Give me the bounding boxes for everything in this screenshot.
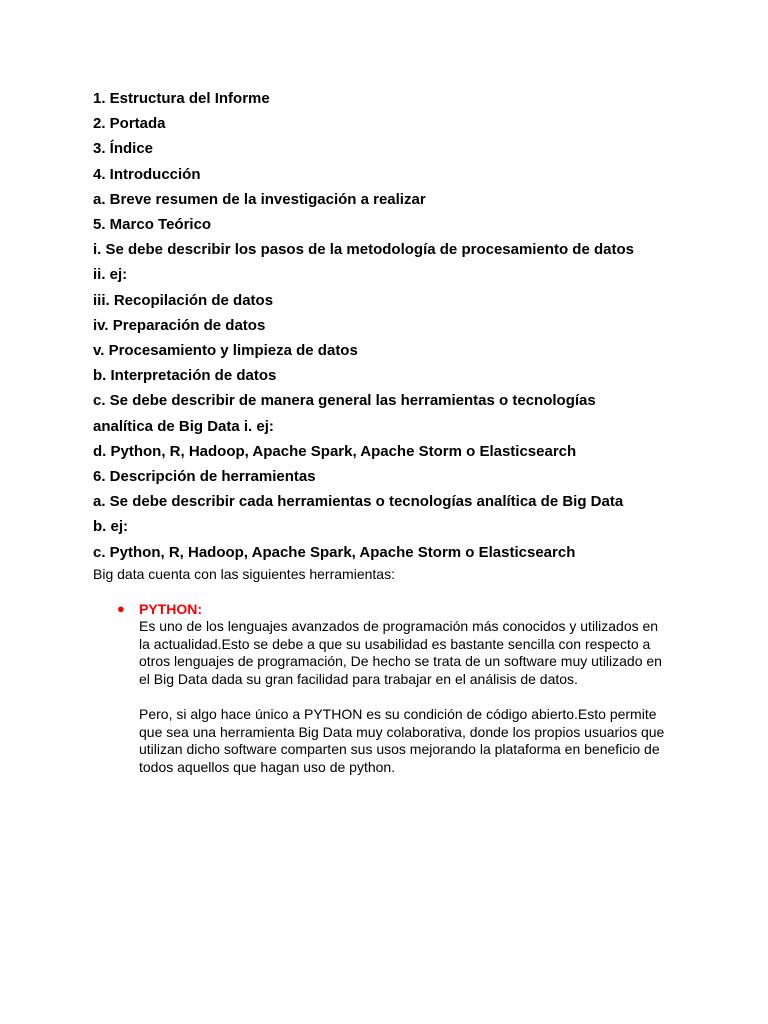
paragraph-line: todos aquellos que hagan uso de python. <box>139 758 396 775</box>
outline-item: 6. Descripción de herramientas <box>93 468 316 486</box>
outline-item: 1. Estructura del Informe <box>93 90 270 107</box>
outline-item: iv. Preparación de datos <box>93 316 266 334</box>
paragraph-line: Es uno de los lenguajes avanzados de programación más conocidos y utilizados en <box>139 618 659 634</box>
report-outline <box>93 86 693 565</box>
paragraph-line: Pero, si algo hace único a PYTHON es su condición de código abierto.Esto permite <box>139 705 657 722</box>
outline-item: b. ej: <box>93 518 129 536</box>
outline-item: c. Python, R, Hadoop, Apache Spark, Apache Storm o Elasticsearch <box>93 543 576 561</box>
tool-paragraph-1 <box>139 618 687 688</box>
outline-item: a. Breve resumen de la investigación a realizar <box>93 190 426 208</box>
tool-name: PYTHON: <box>139 601 202 617</box>
paragraph-line: el Big Data dada su gran facilidad para trabajar en el análisis de datos. <box>139 670 578 687</box>
outline-item: b. Interpretación de datos <box>93 367 277 385</box>
outline-item: iii. Recopilación de datos <box>93 291 274 309</box>
outline-item: ii. ej: <box>93 266 128 284</box>
outline-item: 3. Índice <box>93 140 154 158</box>
bullet-dot-icon: ● <box>117 601 125 616</box>
outline-item: c. Se debe describir de manera general las herramientas o tecnologías <box>93 392 596 410</box>
paragraph-line: utilizan dicho software comparten sus usos mejorando la plataforma en beneficio de <box>139 741 660 758</box>
tool-description <box>139 600 687 776</box>
tools-intro: Big data cuenta con las siguientes herramientas: <box>93 566 395 582</box>
outline-item: 2. Portada <box>93 115 166 133</box>
paragraph-line: que sea una herramienta Big Data muy colaborativa, donde los propios usuarios que <box>139 723 665 740</box>
tool-paragraph-2 <box>139 706 687 776</box>
paragraph-line: la actualidad.Esto se debe a que su usabilidad es bastante sencilla con respecto a <box>139 635 651 652</box>
outline-item: d. Python, R, Hadoop, Apache Spark, Apache Storm o Elasticsearch <box>93 442 577 460</box>
outline-item: analítica de Big Data i. ej: <box>93 417 274 435</box>
outline-item: v. Procesamiento y limpieza de datos <box>93 342 358 360</box>
paragraph-line: otros lenguajes de programación, De hecho se trata de un software muy utilizado en <box>139 653 662 670</box>
outline-item: i. Se debe describir los pasos de la metodología de procesamiento de datos <box>93 241 634 259</box>
outline-item: 4. Introducción <box>93 165 201 183</box>
outline-item: 5. Marco Teórico <box>93 216 212 234</box>
outline-item: a. Se debe describir cada herramientas o tecnologías analítica de Big Data <box>93 493 624 511</box>
